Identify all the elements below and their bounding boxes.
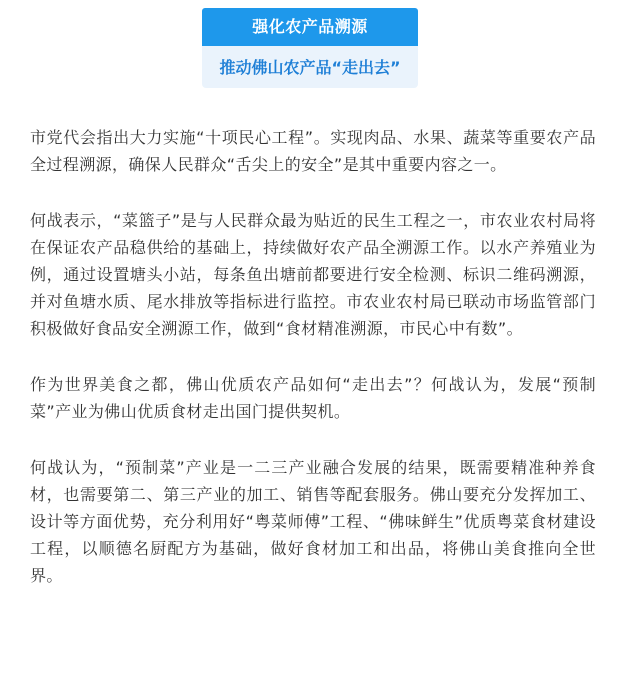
section-header	[202, 8, 418, 88]
paragraph-4: 何战认为，“预制菜”产业是一二三产业融合发展的结果，既需要精准种养食材，也需要第二、第三产业的加工、销售等配套服务。佛山要充分发挥加工、设计等方面优势，充分利用好“粤菜师傅”工程、“佛味鲜生”优质粤菜食材建设工程，以顺德名厨配方为基础，做好食材加工和出品，将佛山美食推向全世界。	[30, 458, 596, 585]
section-title: 强化农产品溯源	[202, 8, 418, 46]
article-body	[30, 124, 596, 618]
paragraph-1: 市党代会指出大力实施“十项民心工程”。实现肉品、水果、蔬菜等重要农产品全过程溯源，确保人民群众“舌尖上的安全”是其中重要内容之一。	[30, 128, 596, 174]
section-subtitle: 推动佛山农产品“走出去”	[219, 58, 401, 77]
paragraph-2: 何战表示，“菜篮子”是与人民群众最为贴近的民生工程之一，市农业农村局将在保证农产品稳供给的基础上，持续做好农产品全溯源工作。以水产养殖业为例，通过设置塘头小站，每条鱼出塘前都要进行安全检测、标识二维码溯源，并对鱼塘水质、尾水排放等指标进行监控。市农业农村局已联动市场监管部门积极做好食品安全溯源工作，做到“食材精准溯源，市民心中有数”。	[30, 211, 596, 338]
paragraph-3: 作为世界美食之都，佛山优质农产品如何“走出去”？何战认为，发展“预制菜”产业为佛山优质食材走出国门提供契机。	[30, 375, 596, 421]
